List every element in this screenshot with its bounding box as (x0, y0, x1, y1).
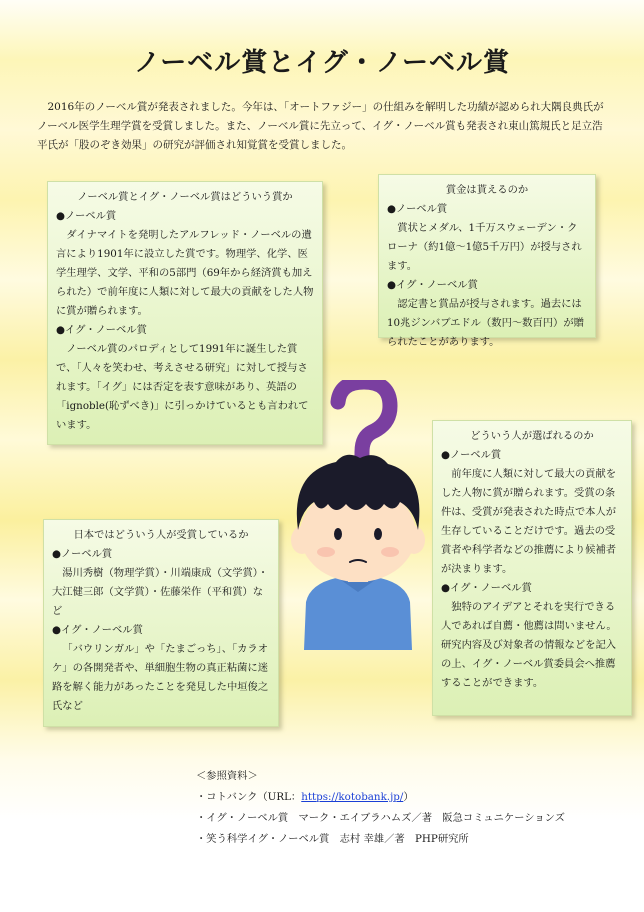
ig-nobel-heading: ● イグ・ノーベル賞 (441, 579, 623, 598)
ig-nobel-text: 「バウリンガル」や「たまごっち」、「カラオケ」の各開発者や、単細胞生物の真正粘菌に迷路を解く能力があったことを発見した中垣俊之氏など (52, 643, 269, 712)
box-who-is-selected (432, 420, 632, 716)
question-mark-boy-icon (276, 380, 440, 650)
box-title: どういう人が選ばれるのか (470, 430, 594, 442)
nobel-heading: ● ノーベル賞 (387, 200, 587, 219)
nobel-text: 湯川秀樹（物理学賞）・川端康成（文学賞）・大江健三郎（文学賞）・佐藤栄作（平和賞）など (52, 567, 269, 617)
box-title: 賞金は貰えるのか (445, 184, 529, 196)
intro-paragraph: 2016年のノーベル賞が発表されました。今年は、「オートファジー」の仕組みを解明した功績が認められ大隅良典氏がノーベル医学生理学賞を受賞しました。また、ノーベル賞に先立って、イグ・ノーベル賞も発表され東山篤規氏と足立浩平氏が「股のぞき効果」の研究が評価され知覚賞を受賞しました。 (37, 101, 604, 151)
nobel-text: 前年度に人類に対して最大の貢献をした人物に賞が贈られます。受賞の条件は、受賞が発表された時点で本人が生存していることだけです。過去の受賞者や科学者などの推薦により候補者が決まります。 (441, 468, 617, 575)
ig-nobel-text: ノーベル賞のパロディとして1991年に誕生した賞で、「人々を笑わせ、考えさせる研究」に対して授与されます。「イグ」には否定を表す意味があり、英語の「ignoble(恥ずべき)」に引っかけているとも言われています。 (56, 343, 309, 431)
ig-nobel-text: 独特のアイデアとそれを実行できる人であれば自薦・他薦は問いません。研究内容及び対象者の情報などを記入の上、イグ・ノーベル賞委員会へ推薦することができます。 (441, 601, 617, 689)
reference-item: ・笑う科学イグ・ノーベル賞 志村 幸雄／著 PHP研究所 (196, 833, 469, 845)
ig-nobel-heading: ● イグ・ノーベル賞 (56, 321, 314, 340)
ig-nobel-heading: ● イグ・ノーベル賞 (387, 276, 587, 295)
kotobank-link[interactable]: https://kotobank.jp/ (301, 791, 404, 803)
references (196, 766, 626, 850)
nobel-heading: ● ノーベル賞 (441, 446, 623, 465)
nobel-heading: ● ノーベル賞 (56, 207, 314, 226)
nobel-text: ダイナマイトを発明したアルフレッド・ノーベルの遺言により1901年に設立した賞です。物理学、化学、医学生理学、文学、平和の5部門（69年から経済賞も加えられた）で前年度に人類に対して最大の貢献をした人物に賞が贈られます。 (56, 229, 314, 317)
box-title: ノーベル賞とイグ・ノーベル賞はどういう賞か (77, 191, 293, 203)
page-title: ノーベル賞とイグ・ノーベル賞 (134, 48, 510, 78)
reference-item (196, 787, 626, 808)
ig-nobel-text: 認定書と賞品が授与されます。過去には10兆ジンバブエドル（数円〜数百円）が贈られたことがあります。 (387, 298, 584, 348)
reference-suffix: ） (403, 791, 414, 803)
nobel-text: 賞状とメダル、1千万スウェーデン・クローナ（約1億〜1億5千万円）が授与されます。 (387, 222, 582, 272)
box-title: 日本ではどういう人が受賞しているか (73, 529, 249, 541)
box-japanese-winners (43, 519, 279, 727)
box-prize-money (378, 174, 596, 348)
reference-prefix: ・コトバンク（URL： (196, 791, 302, 803)
ig-nobel-heading: ● イグ・ノーベル賞 (52, 621, 270, 640)
nobel-heading: ● ノーベル賞 (52, 545, 270, 564)
references-heading: ＜参照資料＞ (196, 770, 258, 782)
reference-item: ・イグ・ノーベル賞 マーク・エイブラハムズ／著 阪急コミュニケーションズ (196, 812, 565, 824)
